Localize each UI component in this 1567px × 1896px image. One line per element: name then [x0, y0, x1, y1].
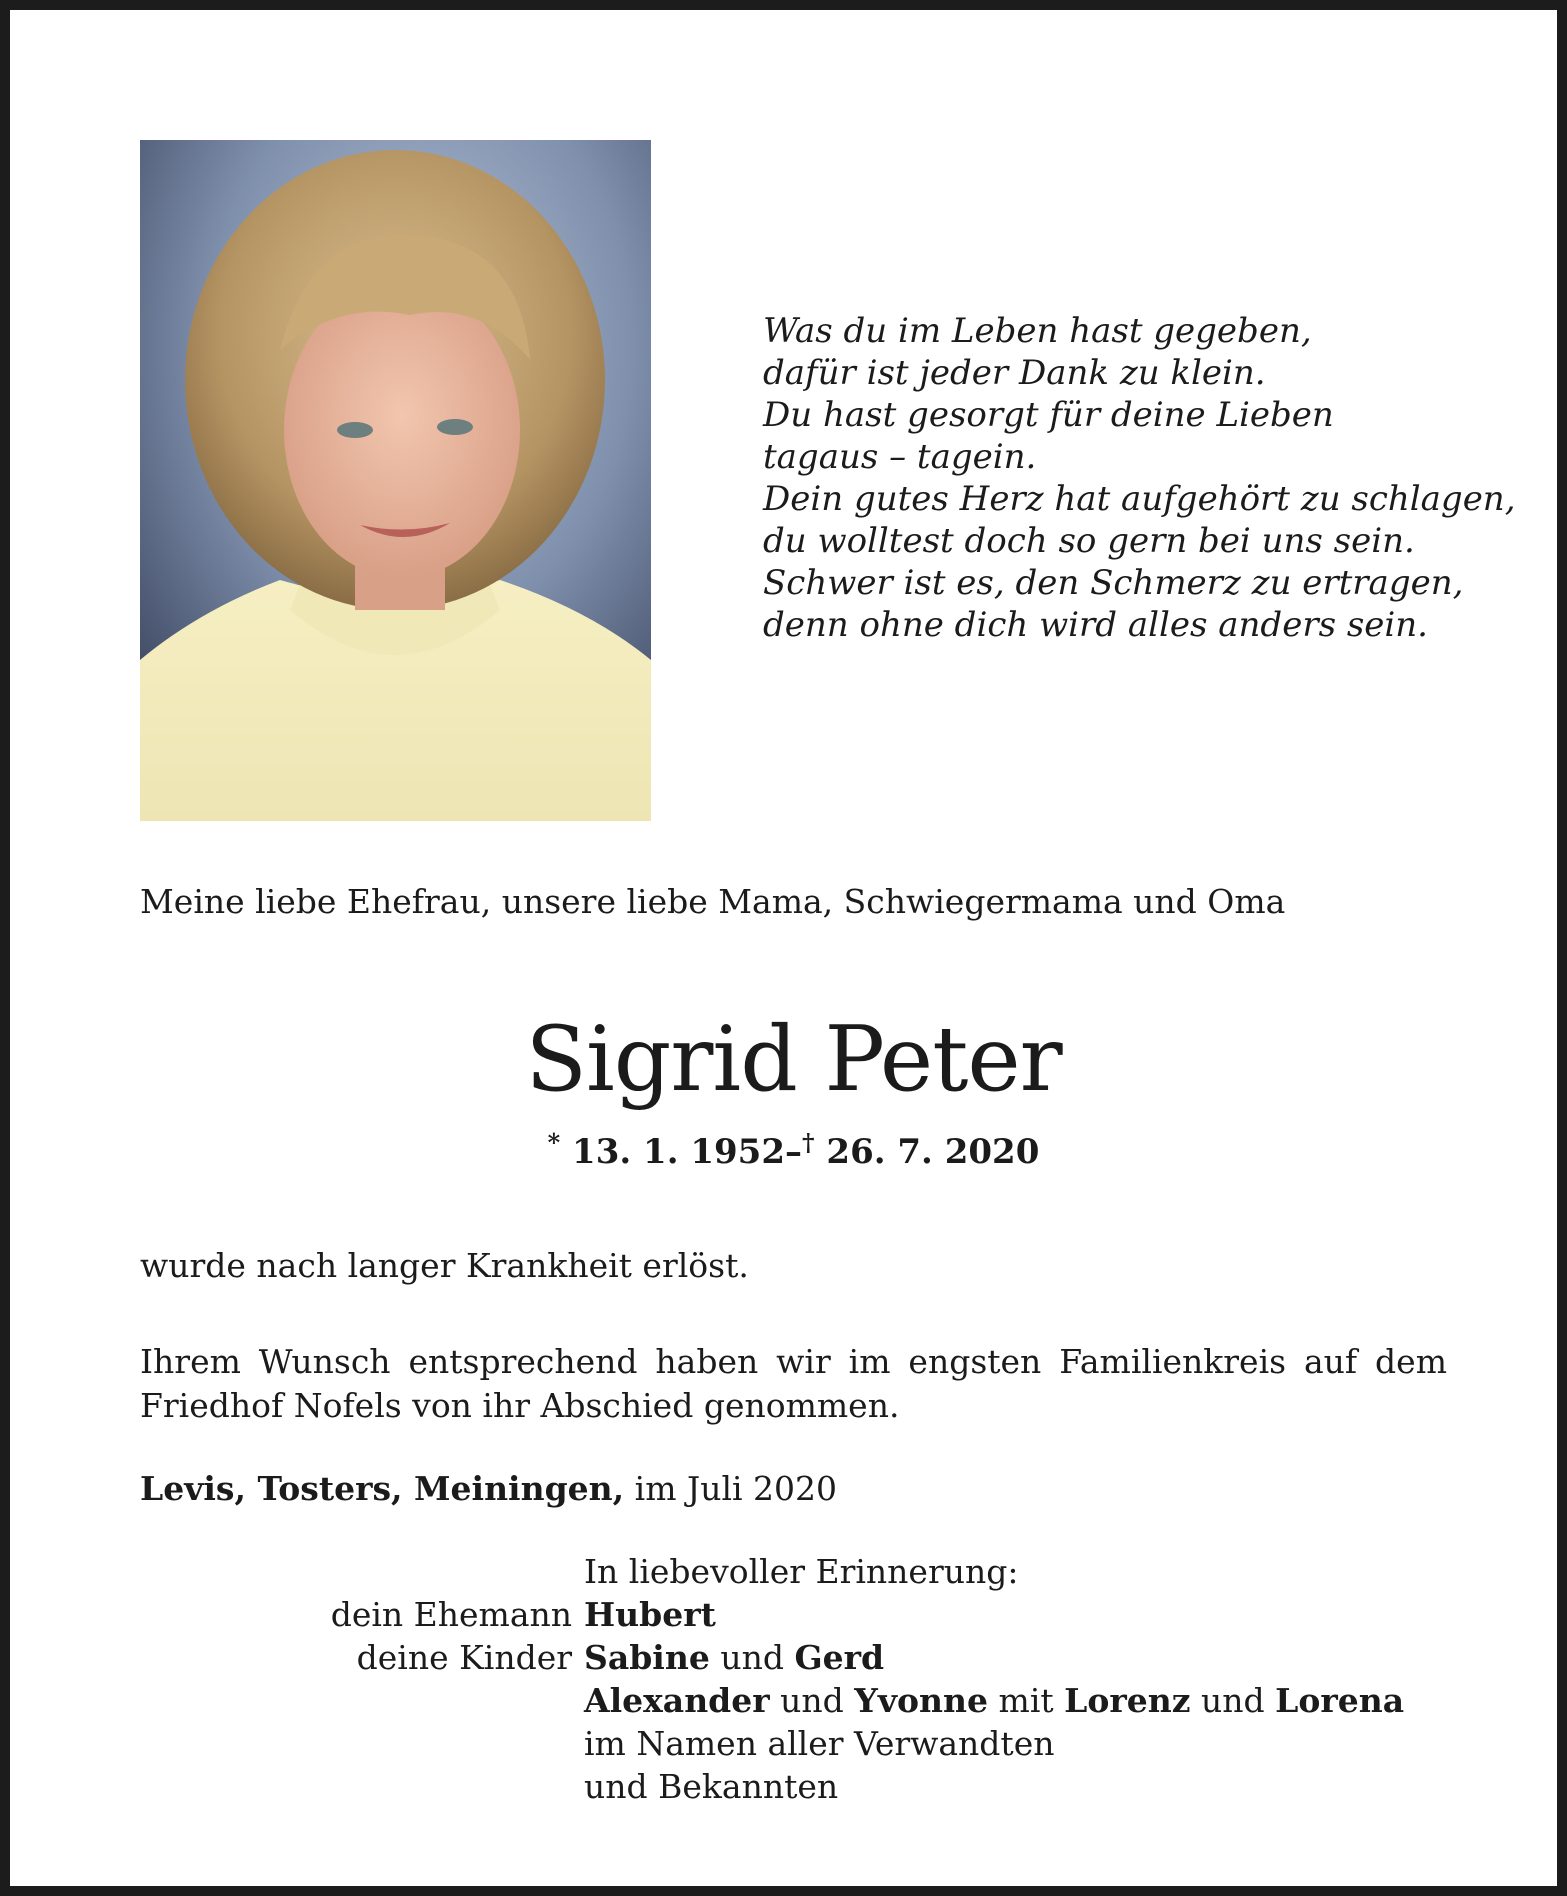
farewell-line: Ihrem Wunsch entsprechend haben wir im engsten Familienkreis auf dem [140, 1342, 1447, 1381]
conjunction: und [1200, 1681, 1265, 1720]
farewell-text [140, 1340, 1447, 1428]
grandchild-name: Lorenz [1064, 1681, 1191, 1720]
date-separator: – [785, 1132, 802, 1172]
relatives-line: und Bekannten [584, 1767, 839, 1806]
husband-role: dein Ehemann [330, 1595, 572, 1634]
partner-name: Yvonne [854, 1681, 989, 1720]
children-role: deine Kinder [356, 1638, 572, 1677]
partner-name: Gerd [794, 1638, 885, 1677]
deceased-name: Sigrid Peter [525, 1007, 1062, 1112]
children-row [140, 1636, 1460, 1679]
released-text: wurde nach langer Krankheit erlöst. [140, 1246, 749, 1285]
child-name: Alexander [584, 1681, 770, 1720]
preposition: mit [998, 1681, 1054, 1720]
relatives-row [140, 1722, 1460, 1765]
life-dates [10, 1128, 1567, 1172]
relatives-line: im Namen aller Verwandten [584, 1724, 1055, 1763]
grandchild-name: Lorena [1275, 1681, 1405, 1720]
poem-line: du wolltest doch so gern bei uns sein. [763, 521, 1415, 561]
portrait-illustration [140, 140, 651, 821]
birth-symbol: * [547, 1128, 561, 1157]
conjunction: und [780, 1681, 844, 1720]
conjunction: und [720, 1638, 784, 1677]
poem-line: tagaus – tagein. [763, 437, 1037, 477]
poem-line: Schwer ist es, den Schmerz zu ertragen, [763, 563, 1464, 603]
death-date: 26. 7. 2020 [826, 1132, 1040, 1172]
husband-row [140, 1593, 1460, 1636]
death-symbol: † [802, 1128, 815, 1157]
place-date [140, 1469, 837, 1508]
children-row-2 [140, 1679, 1460, 1722]
intro-text: Meine liebe Ehefrau, unsere liebe Mama, Schwiegermama und Oma [140, 882, 1286, 921]
poem-line: dafür ist jeder Dank zu klein. [763, 353, 1266, 393]
birth-date: 13. 1. 1952 [572, 1132, 785, 1172]
signature-heading-row [140, 1550, 1460, 1593]
places: Levis, Tosters, Meiningen, [140, 1469, 625, 1508]
poem [763, 310, 1516, 646]
month-year: im Juli 2020 [634, 1469, 838, 1508]
relatives-row-2 [140, 1765, 1460, 1808]
signature-block [140, 1550, 1460, 1808]
husband-name: Hubert [584, 1595, 716, 1634]
portrait-photo [140, 140, 651, 821]
child-name: Sabine [584, 1638, 710, 1677]
poem-line: Was du im Leben hast gegeben, [763, 311, 1312, 351]
poem-line: Dein gutes Herz hat aufgehört zu schlagen, [763, 479, 1516, 519]
farewell-line: Friedhof Nofels von ihr Abschied genommen. [140, 1386, 900, 1425]
poem-line: Du hast gesorgt für deine Lieben [763, 395, 1334, 435]
signature-heading: In liebevoller Erinnerung: [584, 1552, 1019, 1591]
poem-line: denn ohne dich wird alles anders sein. [763, 605, 1428, 645]
